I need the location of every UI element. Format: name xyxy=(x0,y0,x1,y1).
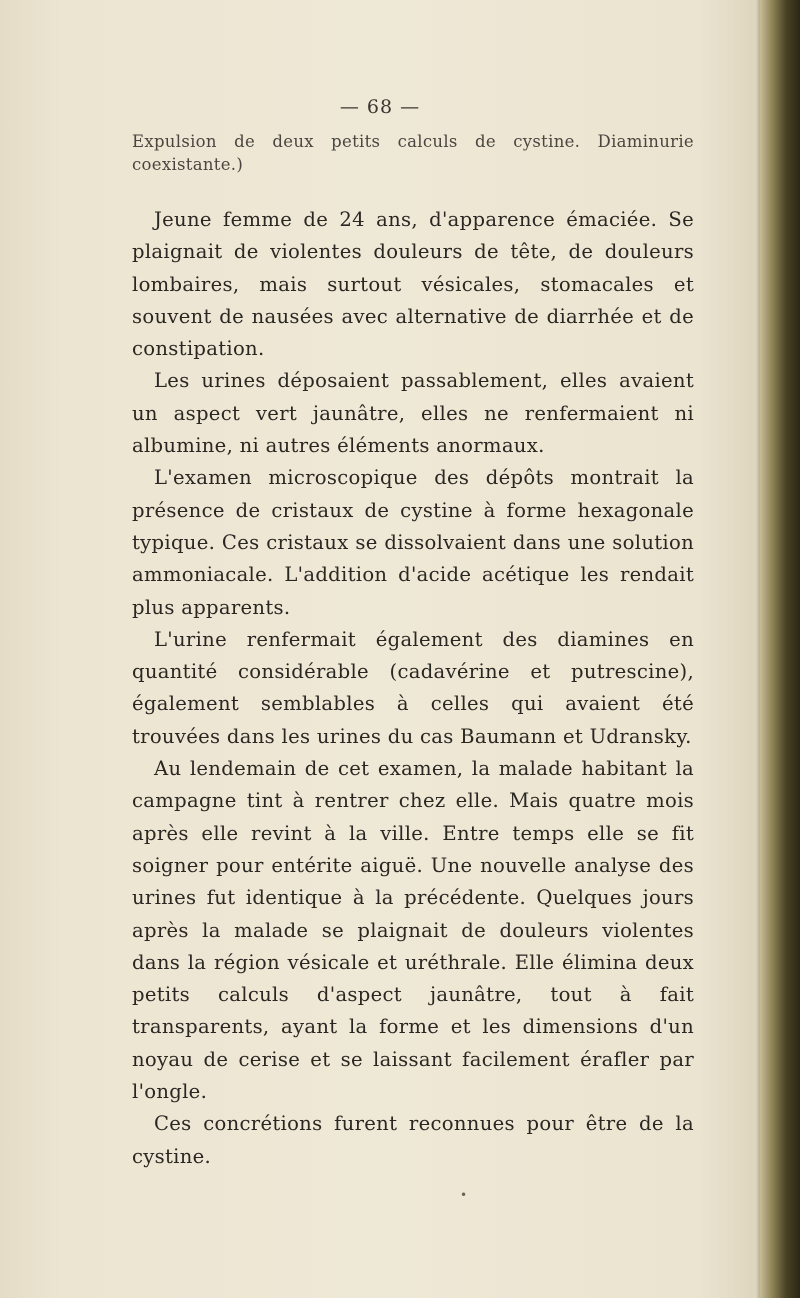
case-caption: Expulsion de deux petits calculs de cystine. Diaminurie coexistante.) xyxy=(132,132,694,174)
paragraph-4: L'urine renfermait également des diamines en quantité considérable (cadavérine et putrescine), également semblables à celles qui avaient été trouvées dans les urines du cas Baumann et Udransky. xyxy=(132,627,694,748)
stray-mark: • xyxy=(460,1188,468,1202)
page-number: — 68 — xyxy=(339,96,421,118)
book-spine xyxy=(760,0,800,1298)
paragraph-3: L'examen microscopique des dépôts montrait la présence de cristaux de cystine à forme hexagonale typique. Ces cristaux se dissolvaient dans une solution ammoniacale. L'addition d'acide acétique les rendait plus apparents. xyxy=(132,466,694,619)
paragraph-1: Jeune femme de 24 ans, d'apparence émaciée. Se plaignait de violentes douleurs de tête, de douleurs lombaires, mais surtout vésicales, stomacales et souvent de nausées avec alternative de diarrhée et de constipation. xyxy=(132,208,694,361)
paragraph-6: Ces concrétions furent reconnues pour être de la cystine. xyxy=(132,1112,694,1168)
body-text xyxy=(132,130,694,1173)
paragraph-5: Au lendemain de cet examen, la malade habitant la campagne tint à rentrer chez elle. Mais quatre mois après elle revint à la ville. Entre temps elle se fit soigner pour entérite aiguë. Une nouvelle analyse des urines fut identique à la précédente. Quelques jours après la malade se plaignait de douleurs violentes dans la région vésicale et uréthrale. Elle élimina deux petits calculs d'aspect jaunâtre, tout à fait transparents, ayant la forme et les dimensions d'un noyau de cerise et se laissant facilement érafler par l'ongle. xyxy=(132,757,694,1104)
paragraph-2: Les urines déposaient passablement, elles avaient un aspect vert jaunâtre, elles ne renfermaient ni albumine, ni autres éléments anormaux. xyxy=(132,369,694,458)
